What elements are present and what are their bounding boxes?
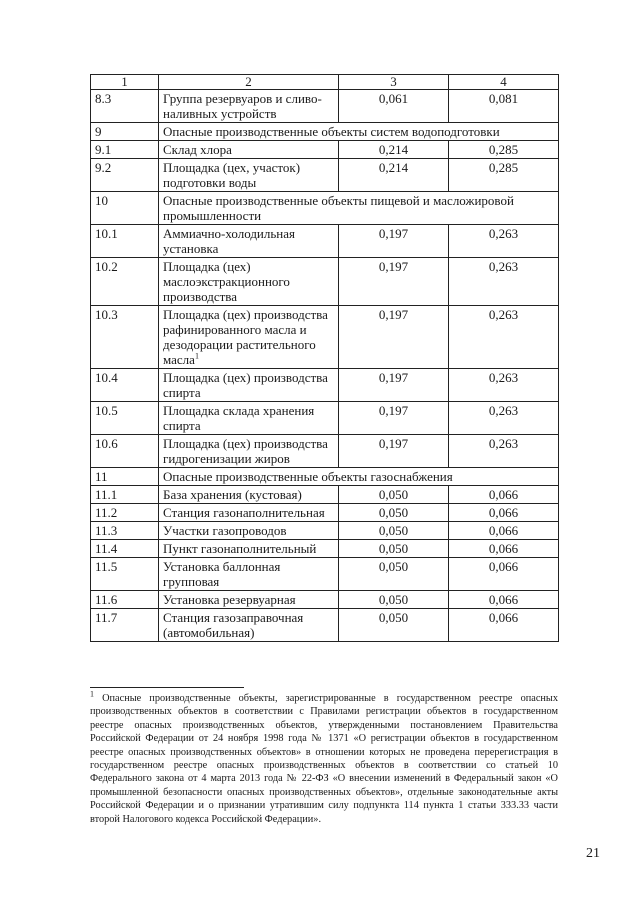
object-name [159, 258, 339, 306]
object-name [159, 540, 339, 558]
object-name [159, 435, 339, 468]
coefficient-col-4: 0,066 [449, 504, 559, 522]
object-name-text: Установка резервуарная [163, 592, 296, 607]
section-title [159, 192, 559, 225]
row-code: 9.2 [91, 159, 159, 192]
table-row [91, 435, 559, 468]
object-name-text: Опасные производственные объекты систем водоподготовки [163, 124, 500, 139]
header-col-3: 3 [339, 75, 449, 90]
coefficient-col-3: 0,197 [339, 369, 449, 402]
coefficient-col-3: 0,214 [339, 159, 449, 192]
coefficient-col-3: 0,197 [339, 258, 449, 306]
object-name [159, 225, 339, 258]
section-title [159, 123, 559, 141]
object-name-text: Площадка (цех) производства гидрогенизации жиров [163, 436, 328, 466]
coefficient-col-3: 0,197 [339, 402, 449, 435]
row-code: 10.6 [91, 435, 159, 468]
row-code: 11.6 [91, 591, 159, 609]
table-row [91, 225, 559, 258]
footnote-reference: 1 [194, 351, 199, 361]
object-name [159, 609, 339, 642]
object-name [159, 558, 339, 591]
object-name-text: Группа резервуаров и сливо-наливных устройств [163, 91, 322, 121]
table-row [91, 141, 559, 159]
coefficient-col-4: 0,263 [449, 306, 559, 369]
row-code: 10 [91, 192, 159, 225]
object-name [159, 591, 339, 609]
table-row [91, 522, 559, 540]
coefficient-col-4: 0,066 [449, 540, 559, 558]
row-code: 8.3 [91, 90, 159, 123]
row-code: 10.3 [91, 306, 159, 369]
object-name [159, 90, 339, 123]
coefficient-col-4: 0,285 [449, 159, 559, 192]
table-section-row [91, 123, 559, 141]
table-row [91, 402, 559, 435]
table-row [91, 369, 559, 402]
table-body [91, 90, 559, 642]
coefficient-col-3: 0,050 [339, 591, 449, 609]
object-name-text: Опасные производственные объекты газоснабжения [163, 469, 453, 484]
table-row [91, 540, 559, 558]
object-name-text: Площадка (цех) производства рафинированного масла и дезодорации растительного масла [163, 307, 328, 367]
coefficient-col-3: 0,050 [339, 540, 449, 558]
table-section-row [91, 192, 559, 225]
table-row [91, 609, 559, 642]
table-row [91, 258, 559, 306]
row-code: 11.1 [91, 486, 159, 504]
coefficient-col-4: 0,263 [449, 258, 559, 306]
row-code: 11.4 [91, 540, 159, 558]
table-row [91, 159, 559, 192]
object-name [159, 522, 339, 540]
coefficient-col-3: 0,197 [339, 435, 449, 468]
table-row [91, 591, 559, 609]
object-name-text: Пункт газонаполнительный [163, 541, 317, 556]
footnote-marker: 1 [90, 689, 94, 699]
hazard-coefficient-table [90, 74, 559, 642]
object-name-text: Участки газопроводов [163, 523, 287, 538]
object-name [159, 504, 339, 522]
footnote [90, 689, 558, 826]
header-col-1: 1 [91, 75, 159, 90]
object-name [159, 159, 339, 192]
object-name-text: Станция газонаполнительная [163, 505, 325, 520]
table-row [91, 306, 559, 369]
object-name-text: Станция газозаправочная (автомобильная) [163, 610, 304, 640]
row-code: 11.7 [91, 609, 159, 642]
object-name-text: Площадка (цех, участок) подготовки воды [163, 160, 301, 190]
coefficient-col-4: 0,066 [449, 558, 559, 591]
coefficient-col-3: 0,050 [339, 504, 449, 522]
table-header-row [91, 75, 559, 90]
coefficient-col-4: 0,263 [449, 225, 559, 258]
footnote-divider [90, 687, 244, 688]
coefficient-col-4: 0,066 [449, 609, 559, 642]
coefficient-col-4: 0,066 [449, 522, 559, 540]
row-code: 11.3 [91, 522, 159, 540]
coefficient-col-3: 0,050 [339, 609, 449, 642]
object-name [159, 402, 339, 435]
row-code: 11 [91, 468, 159, 486]
coefficient-col-4: 0,081 [449, 90, 559, 123]
object-name-text: Площадка (цех) производства спирта [163, 370, 328, 400]
object-name [159, 369, 339, 402]
row-code: 11.5 [91, 558, 159, 591]
coefficient-col-3: 0,197 [339, 306, 449, 369]
row-code: 9.1 [91, 141, 159, 159]
object-name [159, 306, 339, 369]
header-col-2: 2 [159, 75, 339, 90]
page-number: 21 [586, 846, 600, 861]
object-name-text: Опасные производственные объекты пищевой и масложировой промышленности [163, 193, 514, 223]
table-row [91, 486, 559, 504]
row-code: 11.2 [91, 504, 159, 522]
object-name [159, 141, 339, 159]
row-code: 10.5 [91, 402, 159, 435]
row-code: 9 [91, 123, 159, 141]
footnote-text: Опасные производственные объекты, зарегистрированные в государственном реестре опасных производственных объектов в соответствии с Правилами регистрации объектов в государственном реестре опасных производственных объектов, утвержденными постановлением Правительства Российской Федерации от 24 ноября 1998 года № 1371 «О регистрации объектов в государственном реестре опасных производственных объектов» в отношении которых не проведена перерегистрация в государственном реестре опасных производственных объектов в соответствии со статьей 10 Федерального закона от 4 марта 2013 года № 22-ФЗ «О внесении изменений в Федеральный закон «О промышленной безопасности опасных производственных объектов», отдельные законодательные акты Российской Федерации и о признании утратившим силу подпункта 114 пункта 1 статьи 333.33 части второй Налогового кодекса Российской Федерации». [90, 693, 558, 825]
section-title [159, 468, 559, 486]
coefficient-col-3: 0,214 [339, 141, 449, 159]
coefficient-col-3: 0,050 [339, 522, 449, 540]
coefficient-col-4: 0,263 [449, 435, 559, 468]
row-code: 10.1 [91, 225, 159, 258]
coefficient-col-3: 0,050 [339, 558, 449, 591]
coefficient-col-3: 0,050 [339, 486, 449, 504]
coefficient-col-4: 0,285 [449, 141, 559, 159]
object-name-text: База хранения (кустовая) [163, 487, 302, 502]
object-name [159, 486, 339, 504]
coefficient-col-4: 0,066 [449, 486, 559, 504]
table-row [91, 558, 559, 591]
object-name-text: Склад хлора [163, 142, 232, 157]
object-name-text: Площадка (цех) маслоэкстракционного производства [163, 259, 290, 304]
table-row [91, 504, 559, 522]
coefficient-col-4: 0,263 [449, 402, 559, 435]
object-name-text: Аммиачно-холодильная установка [163, 226, 296, 256]
coefficient-col-3: 0,197 [339, 225, 449, 258]
coefficient-col-4: 0,066 [449, 591, 559, 609]
coefficient-col-4: 0,263 [449, 369, 559, 402]
table-row [91, 90, 559, 123]
object-name-text: Установка баллонная групповая [163, 559, 281, 589]
coefficient-col-3: 0,061 [339, 90, 449, 123]
table-section-row [91, 468, 559, 486]
row-code: 10.4 [91, 369, 159, 402]
header-col-4: 4 [449, 75, 559, 90]
row-code: 10.2 [91, 258, 159, 306]
object-name-text: Площадка склада хранения спирта [163, 403, 315, 433]
